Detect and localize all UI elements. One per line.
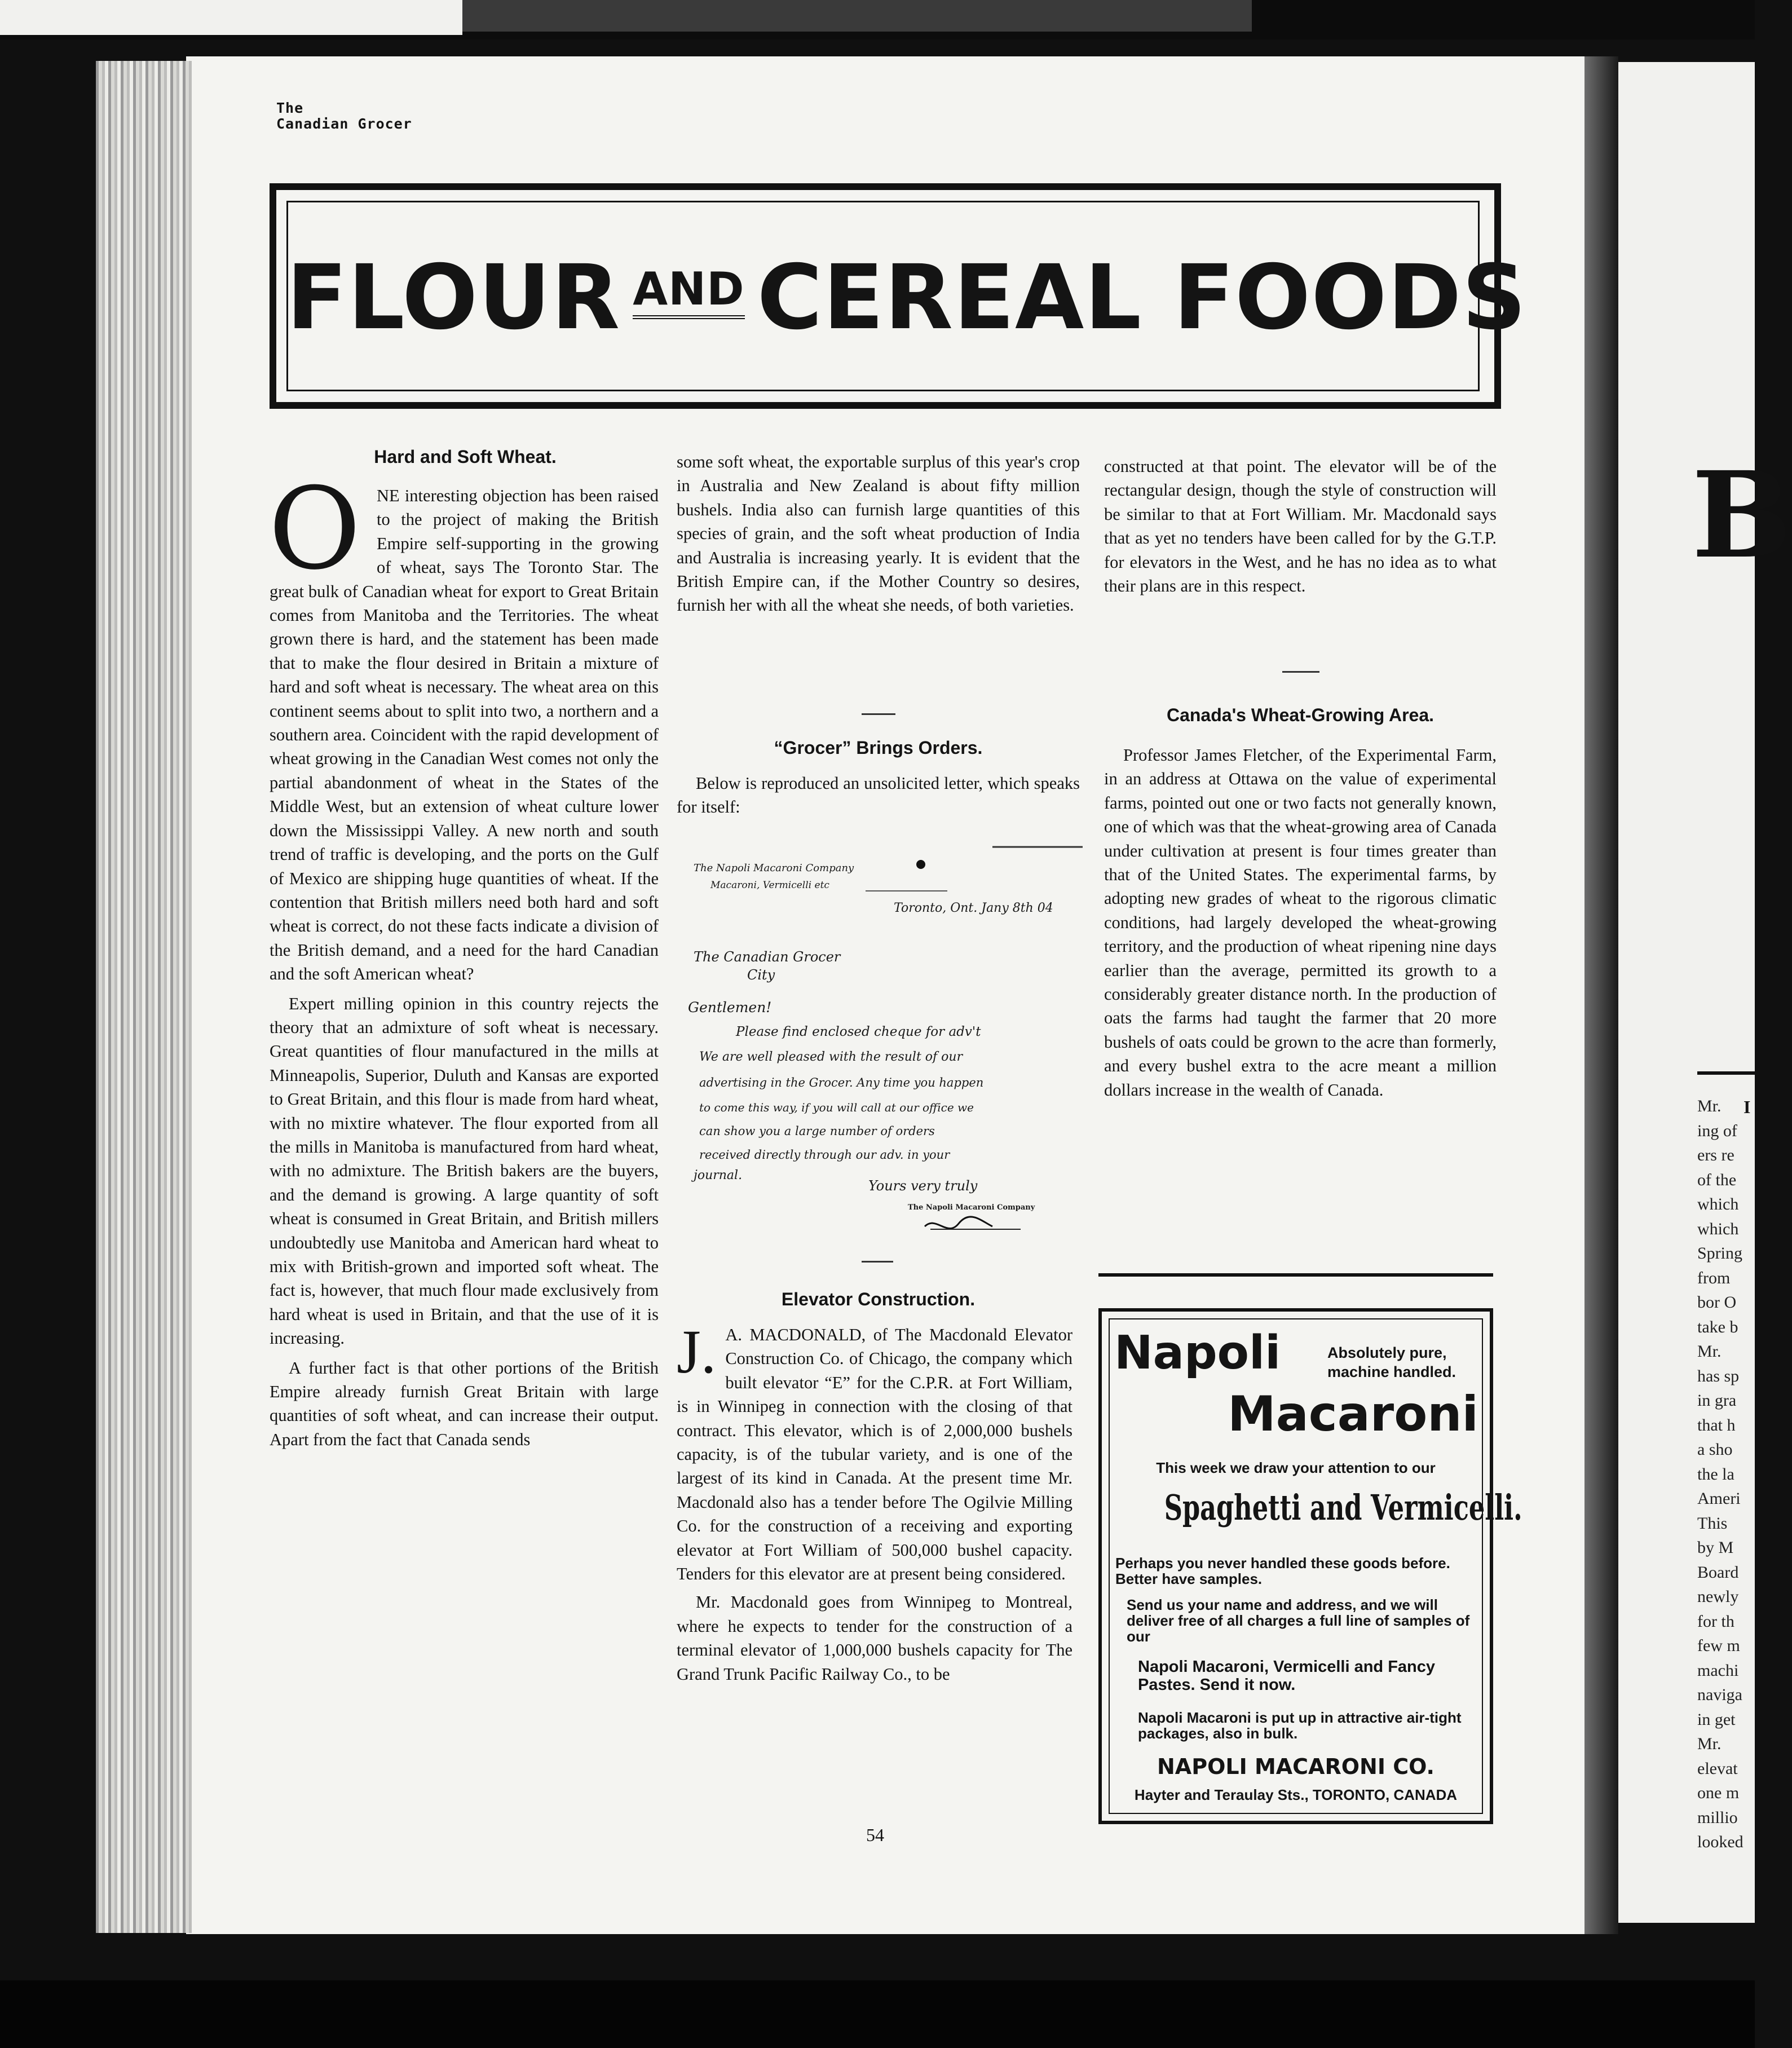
col1-para2: Expert milling opinion in this country rejects the theory that an admixture of soft wheat is necessary. Great quantities of flour manufactured in the mills at Minneapolis, Superior, Duluth and Kansas are exported to Great Britain, and this flour is made from hard wheat, with no mixtire whatever. The flour exported from all the mills in Manitoba is manufactured from hard wheat, with no admixture. The British bakers are the buyers, and the demand is growing. A large quantity of soft wheat is consumed in Great Britain, and British millers undoubtedly use Manitoba and American hard wheat to mix with British-grown and imported soft wheat. The fact is, however, that much flour made exclusively from hard wheat is used in Britain, and that the use of it is increasing.: [270, 994, 659, 1348]
next-page-line: few m: [1697, 1636, 1740, 1655]
ad-para3: Napoli Macaroni, Vermicelli and Fancy Pastes. Send it now.: [1138, 1658, 1436, 1694]
banner-word-and: AND: [633, 263, 744, 319]
ad-address: Hayter and Teraulay Sts., TORONTO, CANADA: [1134, 1786, 1458, 1803]
next-page-line: Mr.: [1697, 1734, 1722, 1753]
next-page-line: of the: [1697, 1170, 1737, 1189]
next-page-line: Mr.: [1697, 1097, 1722, 1115]
ad-tagline-1: Absolutely pure,: [1327, 1344, 1447, 1361]
next-page-line: looked: [1697, 1833, 1744, 1851]
next-page-line: Ameri: [1697, 1489, 1741, 1508]
letter-addressee2: City: [747, 967, 775, 983]
col1-para3: A further fact is that other portions of the British Empire already furnish Great Britain with large quantities of soft wheat, and can increase their output. Apart from the fact that Canada sends: [270, 1358, 659, 1449]
handwritten-letter-image: [677, 832, 1088, 1243]
next-page-initial: B: [1692, 445, 1792, 585]
next-page-line: ers re: [1697, 1146, 1734, 1164]
column-2-top: [677, 450, 1080, 617]
ad-para4: Napoli Macaroni is put up in attractive air-tight packages, also in bulk.: [1138, 1709, 1462, 1742]
col2-para2: Below is reproduced an unsolicited letter, which speaks for itself:: [677, 774, 1080, 817]
dropcap-j: J.: [677, 1317, 717, 1386]
col2-para1: some soft wheat, the exportable surplus of this year's crop in Australia and New Zealand is about fifty million bushels. India also can furnish large quantities of this species of grain, and the soft wheat production of India and Australia is increasing yearly. It is evident that the British Empire can, if the Mother Country so desires, furnish her with all the wheat she needs, of both varieties.: [677, 452, 1080, 615]
next-page-line: that h: [1697, 1415, 1736, 1435]
column-2-bottom: [677, 1317, 1072, 1686]
banner-word-flour: FLOUR: [286, 246, 621, 350]
next-page-line: a sho: [1697, 1440, 1733, 1459]
ad-brand-macaroni: Macaroni: [1228, 1386, 1478, 1442]
ad-brand-napoli: Napoli: [1114, 1326, 1281, 1380]
next-page-line: in gra: [1697, 1391, 1737, 1410]
letter-signature-company: The Napoli Macaroni Company: [908, 1203, 1035, 1212]
next-page-line: machi: [1697, 1661, 1739, 1680]
next-page-line: Mr.: [1697, 1342, 1722, 1361]
col2-para3-text: A. MACDONALD, of The Macdonald Elevator Construction Co. of Chicago, the company which built elevator “E” for the C.P.R. at Fort William, is in Winnipeg in connection with the closing of that contract. This elevator, which is of 2,000,000 bushels capacity, is of the tubular variety, and is one of the largest of its kind in Canada. At the present time Mr. Macdonald also has a tender before The Ogilvie Milling Co. for the construction of a receiving and exporting elevator at Fort William of 500,000 bushel capacity. Tenders for this elevator are at present being considered.: [677, 1325, 1072, 1584]
next-page-line: Spring: [1697, 1244, 1743, 1263]
col2-para3: [677, 1317, 1072, 1586]
next-page-line: which: [1697, 1195, 1739, 1213]
heading-elevator-construction: Elevator Construction.: [781, 1289, 976, 1309]
banner-title: [286, 236, 1527, 351]
letter-closing: Yours very truly: [868, 1178, 978, 1194]
letter-line6: received directly through our adv. in your: [699, 1148, 950, 1162]
next-page-rule: [1697, 1071, 1759, 1075]
next-page-line: millio: [1697, 1808, 1738, 1827]
banner-word-cereal-foods: CEREAL FOODS: [757, 246, 1527, 350]
ad-tagline-2: machine handled.: [1327, 1363, 1456, 1380]
next-page-line: newly: [1697, 1587, 1739, 1606]
col1-para1-text: NE interesting objection has been raised to the project of making the British Empire self-supporting in the growing of wheat, says The Toronto Star. The great bulk of Canadian wheat for export to Great Britain comes from Manitoba and the Territories. The wheat grown there is hard, and the statement has been made that to make the flour desired in Britain a mixture of hard and soft wheat is necessary. The wheat area on this continent seems about to split into two, a northern and a southern area. Coincident with the rapid development of wheat growing in the Canadian West comes not only the partial abandonment of wheat in the States of the Middle West, but an extension of wheat culture lower down the Mississippi Valley. A new north and south trend of traffic is developing, and the ports on the Gulf of Mexico are shipping huge quantities of wheat. If the contention that British millers need both hard and soft wheat is correct, do not these facts indicate a division of the British demand, and a need for the hard Canadian and the soft American wheat?: [270, 486, 659, 984]
next-page-line: which: [1697, 1219, 1739, 1238]
letter-line4: to come this way, if you will call at our office we: [699, 1101, 974, 1114]
letter-products: Macaroni, Vermicelli etc: [710, 880, 829, 891]
next-page-line: for th: [1697, 1612, 1734, 1631]
next-page-line: by M: [1697, 1538, 1734, 1557]
next-page-line: bor O: [1697, 1293, 1737, 1312]
letter-line3: advertising in the Grocer. Any time you happen: [699, 1076, 984, 1089]
next-page-line: naviga: [1697, 1685, 1742, 1704]
ad-para1: Perhaps you never handled these goods before. Better have samples.: [1115, 1555, 1450, 1587]
ad-products-line: [1113, 1485, 1522, 1530]
col3-para2: Professor James Fletcher, of the Experimental Farm, in an address at Ottawa on the value of experimental farms, pointed out one or two facts not generally known, one of which was that the wheat-growing area of Canada under cultivation at present is four times greater than that of the United States. The experimental farms, by adopting new grades of wheat to the rigorous climatic conditions, had largely developed the wheat-growing territory, and the production of wheat ripening nine days earlier than the average, permitted its growth to a considerably greater distance north. In the production of oats the farms had taught the farmer that 20 more bushels of oats could be grown to the acre than formerly, and every bushel extra to the acre meant a million dollars increase in the wealth of Canada.: [1104, 745, 1497, 1100]
masthead-line1: The: [276, 100, 304, 116]
next-page-line: Board: [1697, 1563, 1739, 1582]
separator-dash-3: [1282, 671, 1319, 673]
next-page-line: take b: [1697, 1317, 1738, 1336]
letter-company: The Napoli Macaroni Company: [694, 862, 854, 874]
col1-para1: [268, 464, 659, 986]
ad-para2: Send us your name and address, and we will deliver free of all charges a full line of samples of our: [1127, 1596, 1470, 1645]
letter-line5: can show you a large number of orders: [699, 1124, 935, 1138]
page-edge-gutter: [96, 61, 192, 1933]
film-bottom-band: [0, 1980, 1755, 2048]
ad-products: Spaghetti and Vermicelli.: [1164, 1487, 1522, 1528]
col2-para4: Mr. Macdonald goes from Winnipeg to Montreal, where he expects to tender for the construction of a terminal elevator of 1,000,000 bushels capacity for The Grand Trunk Pacific Railway Co., to be: [677, 1592, 1072, 1684]
masthead: [276, 100, 412, 132]
next-page-heading: I: [1744, 1097, 1751, 1117]
next-page-line: in get: [1697, 1710, 1736, 1729]
ad-tagline: [1327, 1343, 1456, 1381]
letter-line2: We are well pleased with the result of our: [699, 1050, 963, 1064]
next-page-lines: [1697, 1094, 1744, 1855]
heading-grocer-brings-orders: “Grocer” Brings Orders.: [774, 738, 983, 758]
col3-para1: constructed at that point. The elevator will be of the rectangular design, though the style of construction will be similar to that at Fort William. Mr. Macdonald says that as yet no tenders have been called for by the G.T.P. for elevators in the West, and he has no idea as to what their plans are in this respect.: [1104, 457, 1497, 596]
letter-line7: journal.: [694, 1168, 743, 1182]
next-page-fragment: [1618, 62, 1792, 1923]
separator-dash-2: [862, 1261, 893, 1263]
page-number: 54: [866, 1825, 884, 1845]
napoli-macaroni-ad: [1098, 1308, 1522, 1824]
heading-wheat-growing-area: Canada's Wheat-Growing Area.: [1166, 705, 1435, 725]
film-top-gray: [462, 0, 1252, 32]
next-page-line: ing of: [1697, 1121, 1737, 1140]
heading-hard-soft-wheat: Hard and Soft Wheat.: [374, 447, 557, 467]
letter-salutation: Gentlemen!: [688, 999, 772, 1016]
letter-line1: Please find enclosed cheque for adv't: [736, 1025, 981, 1039]
next-page-line: from: [1697, 1268, 1731, 1287]
next-page-line: one m: [1697, 1784, 1740, 1802]
letter-addressee1: The Canadian Grocer: [694, 949, 841, 965]
next-page-line: has sp: [1697, 1366, 1740, 1385]
ad-top-rule: [1098, 1273, 1493, 1277]
column-2-intro: [677, 771, 1080, 819]
binding-gutter: [1584, 56, 1618, 1934]
dropcap-o: O: [268, 464, 361, 595]
masthead-line2: Canadian Grocer: [276, 116, 412, 132]
film-top-white: [0, 0, 462, 35]
ad-attention: This week we draw your attention to our: [1156, 1459, 1436, 1476]
letter-place-date: Toronto, Ont. Jany 8th 04: [894, 901, 1053, 915]
next-page-line: This: [1697, 1513, 1728, 1533]
next-page-line: elevat: [1697, 1759, 1738, 1778]
next-page-line: the la: [1697, 1464, 1734, 1484]
column-3-body: [1104, 743, 1497, 1102]
ad-company: NAPOLI MACARONI CO.: [1157, 1754, 1435, 1779]
column-1: [268, 464, 659, 1451]
column-3-top: [1104, 454, 1497, 598]
separator-dash: [862, 713, 895, 715]
